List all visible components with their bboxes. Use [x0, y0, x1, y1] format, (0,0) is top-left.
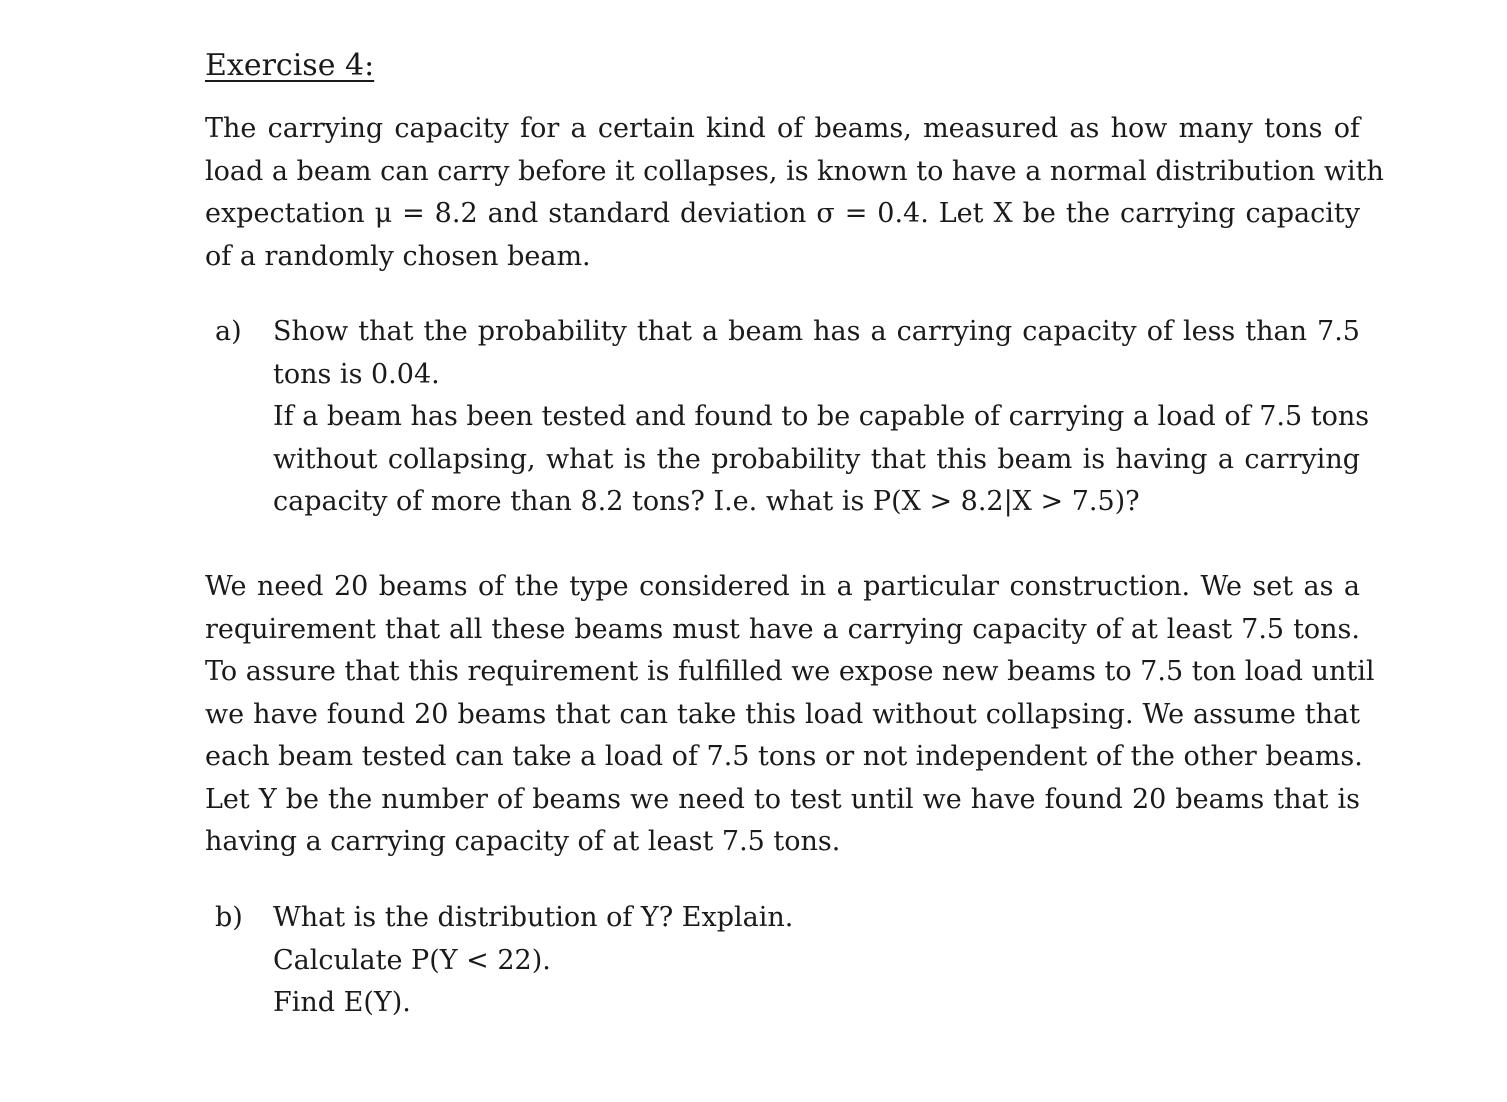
- setup-line: To assure that this requirement is fulfilled we expose new beams to 7.5 ton load until: [205, 656, 1375, 687]
- setup-line: each beam tested can take a load of 7.5 tons or not independent of the other beams.: [205, 741, 1363, 772]
- question-b-line: Find E(Y).: [273, 987, 411, 1018]
- question-a-line: capacity of more than 8.2 tons? I.e. what is P(X > 8.2|X > 7.5)?: [273, 486, 1140, 517]
- intro-line: expectation μ = 8.2 and standard deviation σ = 0.4. Let X be the carrying capacity: [205, 198, 1360, 229]
- intro-line: load a beam can carry before it collapses, is known to have a normal distribution with: [205, 155, 1384, 187]
- setup-line: We need 20 beams of the type considered in a particular construction. We set as a: [205, 571, 1360, 602]
- setup-line: Let Y be the number of beams we need to test until we have found 20 beams that is: [205, 783, 1360, 815]
- question-b-line: What is the distribution of Y? Explain.: [273, 902, 794, 933]
- question-a-line: Show that the probability that a beam has a carrying capacity of less than 7.5: [273, 316, 1360, 347]
- intro-line: The carrying capacity for a certain kind of beams, measured as how many tons of: [205, 113, 1360, 144]
- intro-line: of a randomly chosen beam.: [205, 240, 591, 272]
- setup-line: having a carrying capacity of at least 7.5 tons.: [205, 826, 841, 857]
- question-a-line: without collapsing, what is the probability that this beam is having a carrying: [273, 443, 1360, 475]
- question-b-line: Calculate P(Y < 22).: [273, 944, 551, 976]
- exercise-title: Exercise 4:: [205, 48, 375, 83]
- question-a-marker: a): [215, 316, 242, 347]
- setup-line: requirement that all these beams must have a carrying capacity of at least 7.5 tons.: [205, 613, 1360, 645]
- intro-paragraph: [205, 108, 1384, 278]
- question-a-line: tons is 0.04.: [273, 358, 440, 390]
- setup-line: we have found 20 beams that can take this load without collapsing. We assume that: [205, 698, 1360, 730]
- question-b-marker: b): [215, 902, 243, 933]
- question-a-line: If a beam has been tested and found to be capable of carrying a load of 7.5 tons: [273, 401, 1370, 432]
- question-a-body: [273, 311, 1370, 524]
- setup-paragraph: [205, 566, 1375, 864]
- question-b-body: [273, 897, 1360, 1025]
